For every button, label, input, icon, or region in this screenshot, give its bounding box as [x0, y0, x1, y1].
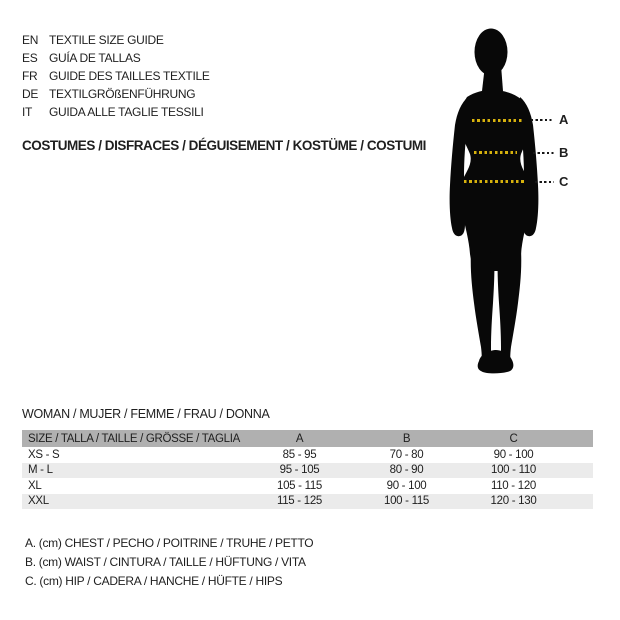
language-title: GUIDA ALLE TAGLIE TESSILI: [49, 105, 204, 119]
size-table: [22, 430, 593, 509]
language-row-de: [22, 85, 210, 103]
size-cell: M - L: [28, 464, 53, 477]
silhouette-leg-right: [498, 250, 522, 366]
table-header-size: SIZE / TALLA / TAILLE / GRÖSSE / TAGLIA: [28, 432, 241, 445]
table-row-m-l: [22, 463, 593, 479]
language-title-list: [22, 31, 210, 121]
measure-label-b: B: [559, 145, 569, 160]
measure-label-a: A: [559, 112, 569, 127]
table-header-row: [22, 430, 593, 447]
silhouette-neck: [482, 65, 503, 91]
silhouette-leg-left: [471, 250, 495, 366]
language-code: ES: [22, 51, 38, 65]
measure-line-c: [464, 180, 525, 183]
value-cell-b: 70 - 80: [389, 448, 424, 461]
figure-diagram: [435, 25, 550, 385]
value-cell-c: 100 - 110: [490, 464, 537, 477]
language-code: EN: [22, 33, 39, 47]
measurement-legend: [25, 534, 313, 591]
table-title-woman: WOMAN / MUJER / FEMME / FRAU / DONNA: [22, 407, 270, 421]
table-header-a: A: [295, 432, 304, 445]
measure-leader-a: [531, 119, 554, 121]
table-row-xl: [22, 478, 593, 494]
value-cell-a: 85 - 95: [282, 448, 317, 461]
size-cell: XXL: [28, 495, 49, 508]
language-title: TEXTILGRÖßENFÜHRUNG: [49, 87, 196, 101]
language-row-en: [22, 31, 210, 49]
measure-label-c: C: [559, 174, 569, 189]
measure-leader-c: [535, 181, 554, 183]
language-title: GUIDE DES TAILLES TEXTILE: [49, 69, 210, 83]
value-cell-c: 120 - 130: [490, 495, 537, 508]
language-title: TEXTILE SIZE GUIDE: [49, 33, 164, 47]
table-header-b: B: [402, 432, 411, 445]
table-header-c: C: [509, 432, 518, 445]
language-code: FR: [22, 69, 38, 83]
table-row-xxl: [22, 494, 593, 510]
value-cell-a: 115 - 125: [276, 495, 323, 508]
language-row-es: [22, 49, 210, 67]
legend-item-waist: B. (cm) WAIST / CINTURA / TAILLE / HÜFTUNG / VITA: [25, 555, 306, 569]
legend-item-hip: C. (cm) HIP / CADERA / HANCHE / HÜFTE / HIPS: [25, 574, 283, 588]
language-code: IT: [22, 105, 33, 119]
value-cell-c: 110 - 120: [490, 479, 537, 492]
language-row-fr: [22, 67, 210, 85]
value-cell-a: 105 - 115: [276, 479, 323, 492]
measure-line-b: [474, 151, 517, 154]
language-title: GUÍA DE TALLAS: [49, 51, 141, 65]
value-cell-b: 90 - 100: [386, 479, 427, 492]
value-cell-b: 80 - 90: [389, 464, 424, 477]
value-cell-a: 95 - 105: [279, 464, 320, 477]
category-line: COSTUMES / DISFRACES / DÉGUISEMENT / KOSTÜME / COSTUMI: [22, 138, 426, 153]
size-cell: XL: [28, 479, 42, 492]
language-code: DE: [22, 87, 39, 101]
woman-silhouette: [435, 25, 550, 385]
value-cell-b: 100 - 115: [383, 495, 430, 508]
legend-item-chest: A. (cm) CHEST / PECHO / POITRINE / TRUHE / PETTO: [25, 536, 314, 550]
measure-leader-b: [533, 152, 554, 154]
size-cell: XS - S: [28, 448, 60, 461]
measure-line-a: [472, 119, 524, 122]
table-row-xs-s: [22, 447, 593, 463]
language-row-it: [22, 103, 210, 121]
value-cell-c: 90 - 100: [493, 448, 534, 461]
